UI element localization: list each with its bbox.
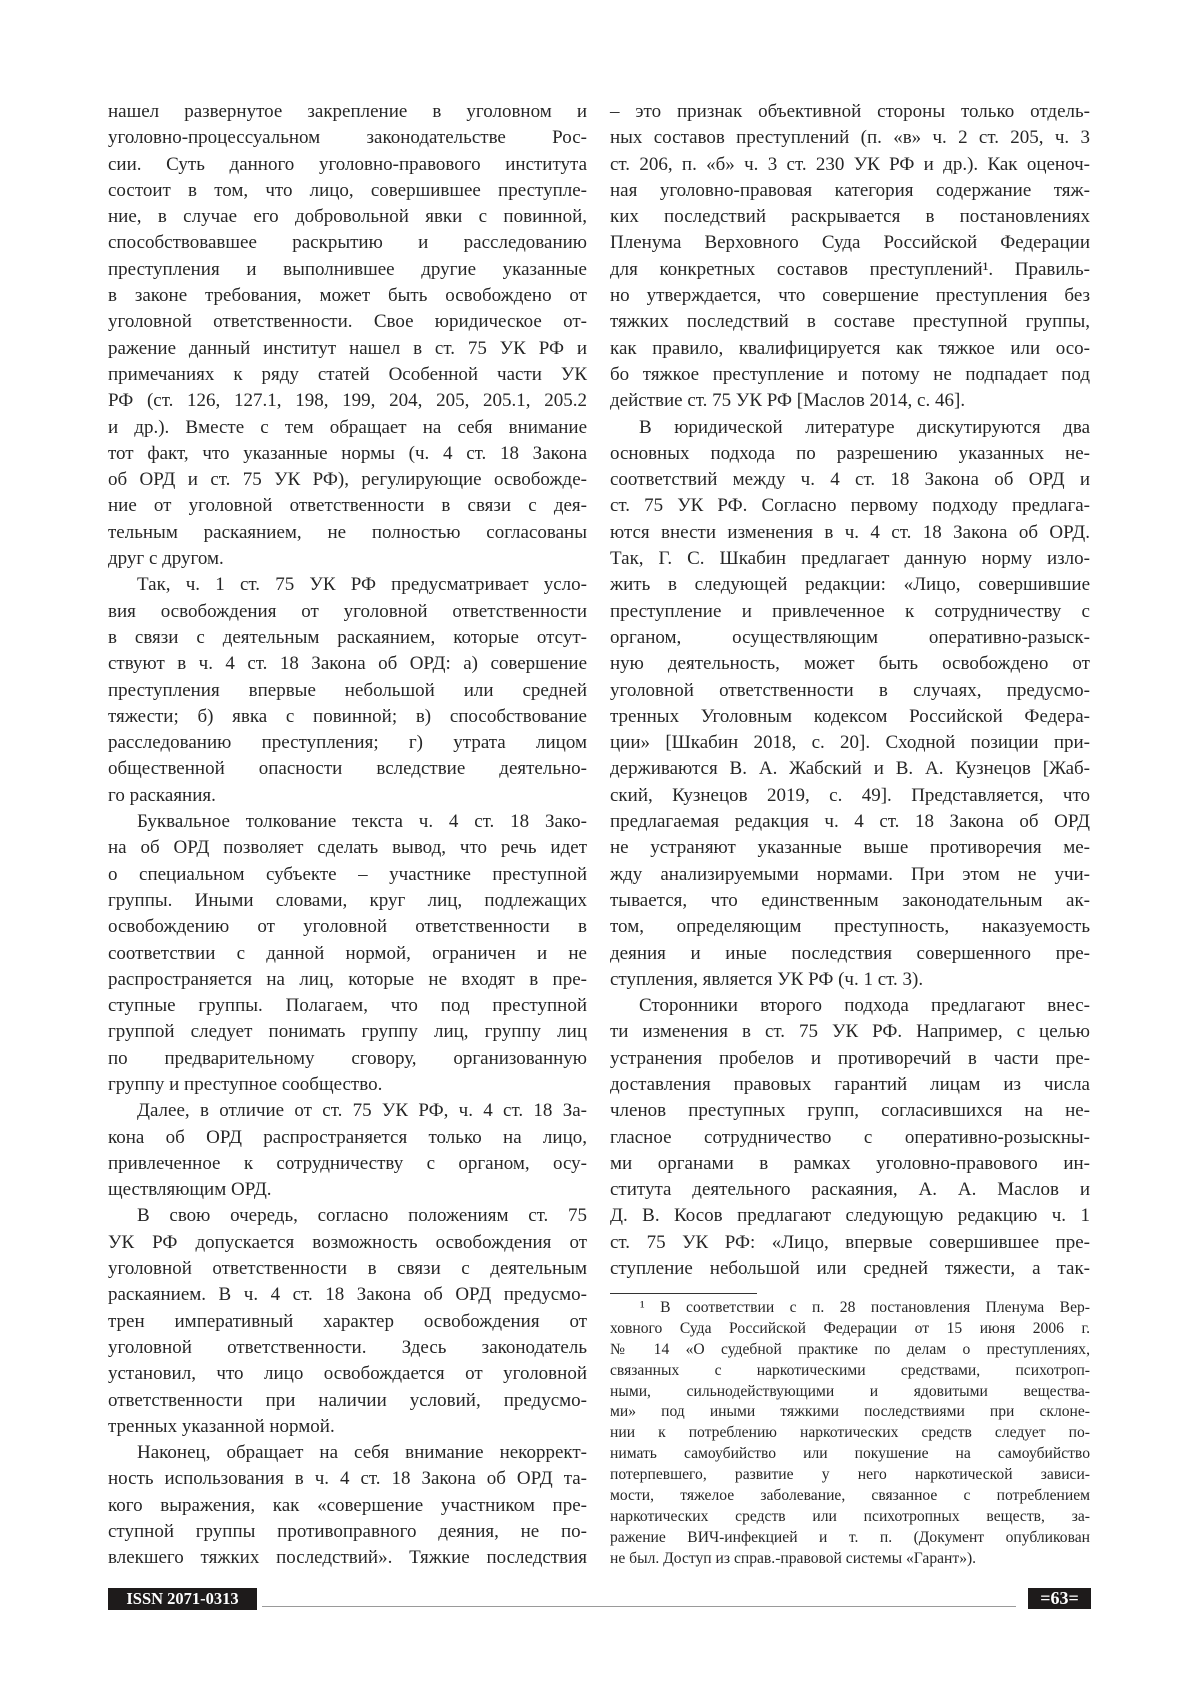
text-line: влекшего тяжких последствий». Тяжкие последствия	[108, 1545, 587, 1571]
text-line: ствуют в ч. 4 ст. 18 Закона об ОРД: а) совершение	[108, 651, 587, 677]
text-line: ститута деятельного раскаяния, А. А. Маслов и	[610, 1177, 1090, 1203]
text-line: ми» под иными тяжкими последствиями при склоне-	[610, 1402, 1090, 1423]
text-line: уголовной ответственности в связи с деятельным	[108, 1256, 587, 1282]
text-line: соответствий между ч. 4 ст. 18 Закона об ОРД и	[610, 467, 1090, 493]
text-line: не был. Доступ из справ.-правовой системы «Гарант»).	[610, 1549, 1090, 1570]
text-line: распространяется на лиц, которые не входят в пре-	[108, 967, 587, 993]
text-line: ский, Кузнецов 2019, с. 49]. Представляется, что	[610, 783, 1090, 809]
paragraph	[108, 99, 587, 572]
paragraph	[108, 809, 587, 1098]
text-line: гласное сотрудничество с оперативно-розыскны-	[610, 1125, 1090, 1151]
text-line: Пленума Верховного Суда Российской Федерации	[610, 230, 1090, 256]
text-line: членов преступных групп, согласившихся на не-	[610, 1098, 1090, 1124]
text-line: уголовной ответственности. Здесь законодатель	[108, 1335, 587, 1361]
text-line: об ОРД и ст. 75 УК РФ), регулирующие освобожде-	[108, 467, 587, 493]
page-number: =63=	[1028, 1588, 1091, 1609]
text-line: ции» [Шкабин 2018, с. 20]. Сходной позиции при-	[610, 730, 1090, 756]
text-line: ст. 75 УК РФ. Согласно первому подходу предлага-	[610, 493, 1090, 519]
text-line: наркотических средств или психотропных веществ, за-	[610, 1507, 1090, 1528]
issn-badge: ISSN 2071-0313	[108, 1588, 257, 1610]
text-line: Так, ч. 1 ст. 75 УК РФ предусматривает усло-	[108, 572, 587, 598]
text-line: группой следует понимать группу лиц, группу лиц	[108, 1019, 587, 1045]
text-line: потерпевшего, развитие у него наркотической зависи-	[610, 1465, 1090, 1486]
text-line: ких последствий раскрывается в постановлениях	[610, 204, 1090, 230]
paragraph	[610, 993, 1090, 1282]
text-line: Д. В. Косов предлагают следующую редакцию ч. 1	[610, 1203, 1090, 1229]
text-line: тренных Уголовным кодексом Российской Федера-	[610, 704, 1090, 730]
text-line: ность использования в ч. 4 ст. 18 Закона об ОРД та-	[108, 1466, 587, 1492]
text-line: В юридической литературе дискутируются два	[610, 415, 1090, 441]
text-line: кого выражения, как «совершение участником пре-	[108, 1493, 587, 1519]
paragraph	[108, 1098, 587, 1203]
text-line: тяжести; б) явка с повинной; в) способствование	[108, 704, 587, 730]
text-line: и др.). Вместе с тем обращает на себя внимание	[108, 415, 587, 441]
text-line: Далее, в отличие от ст. 75 УК РФ, ч. 4 ст. 18 За-	[108, 1098, 587, 1124]
text-line: тот факт, что указанные нормы (ч. 4 ст. 18 Закона	[108, 441, 587, 467]
text-line: вия освобождения от уголовной ответственности	[108, 599, 587, 625]
text-line: бо тяжкое преступление и потому не подпадает под	[610, 362, 1090, 388]
text-line: ных составов преступлений (п. «в» ч. 2 ст. 205, ч. 3	[610, 125, 1090, 151]
text-line: жду анализируемыми нормами. При этом не учи-	[610, 862, 1090, 888]
text-line: ст. 75 УК РФ: «Лицо, впервые совершившее пре-	[610, 1230, 1090, 1256]
paragraph	[610, 415, 1090, 994]
left-column	[108, 99, 587, 1572]
text-line: установил, что лицо освобождается от уголовной	[108, 1361, 587, 1387]
text-line: ная уголовно-правовая категория содержание тяж-	[610, 178, 1090, 204]
text-line: ступной группы противоправного деяния, не по-	[108, 1519, 587, 1545]
text-line: тренных указанной нормой.	[108, 1414, 587, 1440]
text-line: нимать самоубийство или покушение на самоубийство	[610, 1444, 1090, 1465]
text-line: ными, сильнодействующими и ядовитыми вещества-	[610, 1382, 1090, 1403]
footer-rule	[262, 1606, 1016, 1607]
text-line: в законе требования, может быть освобождено от	[108, 283, 587, 309]
text-line: Наконец, обращает на себя внимание некоррект-	[108, 1440, 587, 1466]
paragraph	[108, 572, 587, 809]
text-line: связанных с наркотическими средствами, психотроп-	[610, 1361, 1090, 1382]
text-line: № 14 «О судебной практике по делам о преступлениях,	[610, 1340, 1090, 1361]
text-line: доставления правовых гарантий лицам из числа	[610, 1072, 1090, 1098]
text-line: уголовной ответственности. Свое юридическое от-	[108, 309, 587, 335]
text-line: ¹ В соответствии с п. 28 постановления Пленума Вер-	[610, 1298, 1090, 1319]
text-line: но утверждается, что совершение преступления без	[610, 283, 1090, 309]
text-line: преступления и выполнившее другие указанные	[108, 257, 587, 283]
text-line: Сторонники второго подхода предлагают внес-	[610, 993, 1090, 1019]
text-line: В свою очередь, согласно положениям ст. 75	[108, 1203, 587, 1229]
text-line: преступление и привлеченное к сотрудничеству с	[610, 599, 1090, 625]
text-line: ступление небольшой или средней тяжести, а так-	[610, 1256, 1090, 1282]
text-line: нашел развернутое закрепление в уголовном и	[108, 99, 587, 125]
text-line: Буквальное толкование текста ч. 4 ст. 18 Зако-	[108, 809, 587, 835]
paragraph	[108, 1440, 587, 1571]
text-line: на об ОРД позволяет сделать вывод, что речь идет	[108, 835, 587, 861]
paragraph	[610, 99, 1090, 415]
footnote-separator	[610, 1293, 757, 1294]
text-line: ми органами в рамках уголовно-правового ин-	[610, 1151, 1090, 1177]
paragraph	[610, 1298, 1090, 1570]
paragraph	[108, 1203, 587, 1440]
text-line: действие ст. 75 УК РФ [Маслов 2014, с. 46].	[610, 388, 1090, 414]
text-line: основных подхода по разрешению указанных не-	[610, 441, 1090, 467]
text-line: ществляющим ОРД.	[108, 1177, 587, 1203]
text-line: трен императивный характер освобождения от	[108, 1309, 587, 1335]
text-line: ховного Суда Российской Федерации от 15 июня 2006 г.	[610, 1319, 1090, 1340]
text-line: том, определяющим преступность, наказуемость	[610, 914, 1090, 940]
text-line: преступления впервые небольшой или средней	[108, 678, 587, 704]
text-line: расследованию преступления; г) утрата лицом	[108, 730, 587, 756]
text-line: ражение данный институт нашел в ст. 75 УК РФ и	[108, 336, 587, 362]
text-line: ответственности при наличии условий, предусмо-	[108, 1388, 587, 1414]
text-line: кона об ОРД распространяется только на лицо,	[108, 1125, 587, 1151]
text-line: уголовно-процессуальном законодательстве Рос-	[108, 125, 587, 151]
text-line: устранения пробелов и противоречий в части пре-	[610, 1046, 1090, 1072]
text-line: тывается, что единственным законодательным ак-	[610, 888, 1090, 914]
text-line: ются внести изменения в ч. 4 ст. 18 Закона об ОРД.	[610, 520, 1090, 546]
text-line: для конкретных составов преступлений¹. Правиль-	[610, 257, 1090, 283]
text-line: уголовной ответственности в случаях, предусмо-	[610, 678, 1090, 704]
text-line: ступные группы. Полагаем, что под преступной	[108, 993, 587, 1019]
text-line: примечаниях к ряду статей Особенной части УК	[108, 362, 587, 388]
text-line: УК РФ допускается возможность освобождения от	[108, 1230, 587, 1256]
text-line: освобождению от уголовной ответственности в	[108, 914, 587, 940]
text-line: ние, в случае его добровольной явки с повинной,	[108, 204, 587, 230]
text-line: держиваются В. А. Жабский и В. А. Кузнецов [Жаб-	[610, 756, 1090, 782]
text-line: состоит в том, что лицо, совершившее преступле-	[108, 178, 587, 204]
text-line: ражение ВИЧ-инфекцией и т. п. (Документ опубликован	[610, 1528, 1090, 1549]
text-line: группу и преступное сообщество.	[108, 1072, 587, 1098]
text-line: как правило, квалифицируется как тяжкое или осо-	[610, 336, 1090, 362]
text-line: ступления, является УК РФ (ч. 1 ст. 3).	[610, 967, 1090, 993]
text-line: группы. Иными словами, круг лиц, подлежащих	[108, 888, 587, 914]
text-line: тельным раскаянием, не полностью согласованы	[108, 520, 587, 546]
right-column	[610, 99, 1090, 1282]
text-line: ную деятельность, может быть освобождено от	[610, 651, 1090, 677]
text-line: го раскаяния.	[108, 783, 587, 809]
text-line: тяжких последствий в составе преступной группы,	[610, 309, 1090, 335]
text-line: ти изменения в ст. 75 УК РФ. Например, с целью	[610, 1019, 1090, 1045]
text-line: органом, осуществляющим оперативно-разыск-	[610, 625, 1090, 651]
text-line: по предварительному сговору, организованную	[108, 1046, 587, 1072]
text-line: друг с другом.	[108, 546, 587, 572]
text-line: не устраняют указанные выше противоречия ме-	[610, 835, 1090, 861]
text-line: способствовавшее раскрытию и расследованию	[108, 230, 587, 256]
text-line: привлеченное к сотрудничеству с органом, осу-	[108, 1151, 587, 1177]
text-line: соответствии с данной нормой, ограничен и не	[108, 941, 587, 967]
footnote	[610, 1298, 1090, 1570]
text-line: предлагаемая редакция ч. 4 ст. 18 Закона об ОРД	[610, 809, 1090, 835]
text-line: жить в следующей редакции: «Лицо, совершившие	[610, 572, 1090, 598]
text-line: – это признак объективной стороны только отдель-	[610, 99, 1090, 125]
text-line: РФ (ст. 126, 127.1, 198, 199, 204, 205, 205.1, 205.2	[108, 388, 587, 414]
text-line: нии к потреблению наркотических средств следует по-	[610, 1423, 1090, 1444]
text-line: общественной опасности вследствие деятельно-	[108, 756, 587, 782]
text-line: раскаянием. В ч. 4 ст. 18 Закона об ОРД предусмо-	[108, 1282, 587, 1308]
text-line: сии. Суть данного уголовно-правового института	[108, 152, 587, 178]
text-line: ст. 206, п. «б» ч. 3 ст. 230 УК РФ и др.). Как оценоч-	[610, 152, 1090, 178]
text-line: ние от уголовной ответственности в связи с дея-	[108, 493, 587, 519]
text-line: деяния и иные последствия совершенного пре-	[610, 941, 1090, 967]
text-line: о специальном субъекте – участнике преступной	[108, 862, 587, 888]
text-line: в связи с деятельным раскаянием, которые отсут-	[108, 625, 587, 651]
text-line: Так, Г. С. Шкабин предлагает данную норму изло-	[610, 546, 1090, 572]
text-line: мости, тяжелое заболевание, связанное с потреблением	[610, 1486, 1090, 1507]
